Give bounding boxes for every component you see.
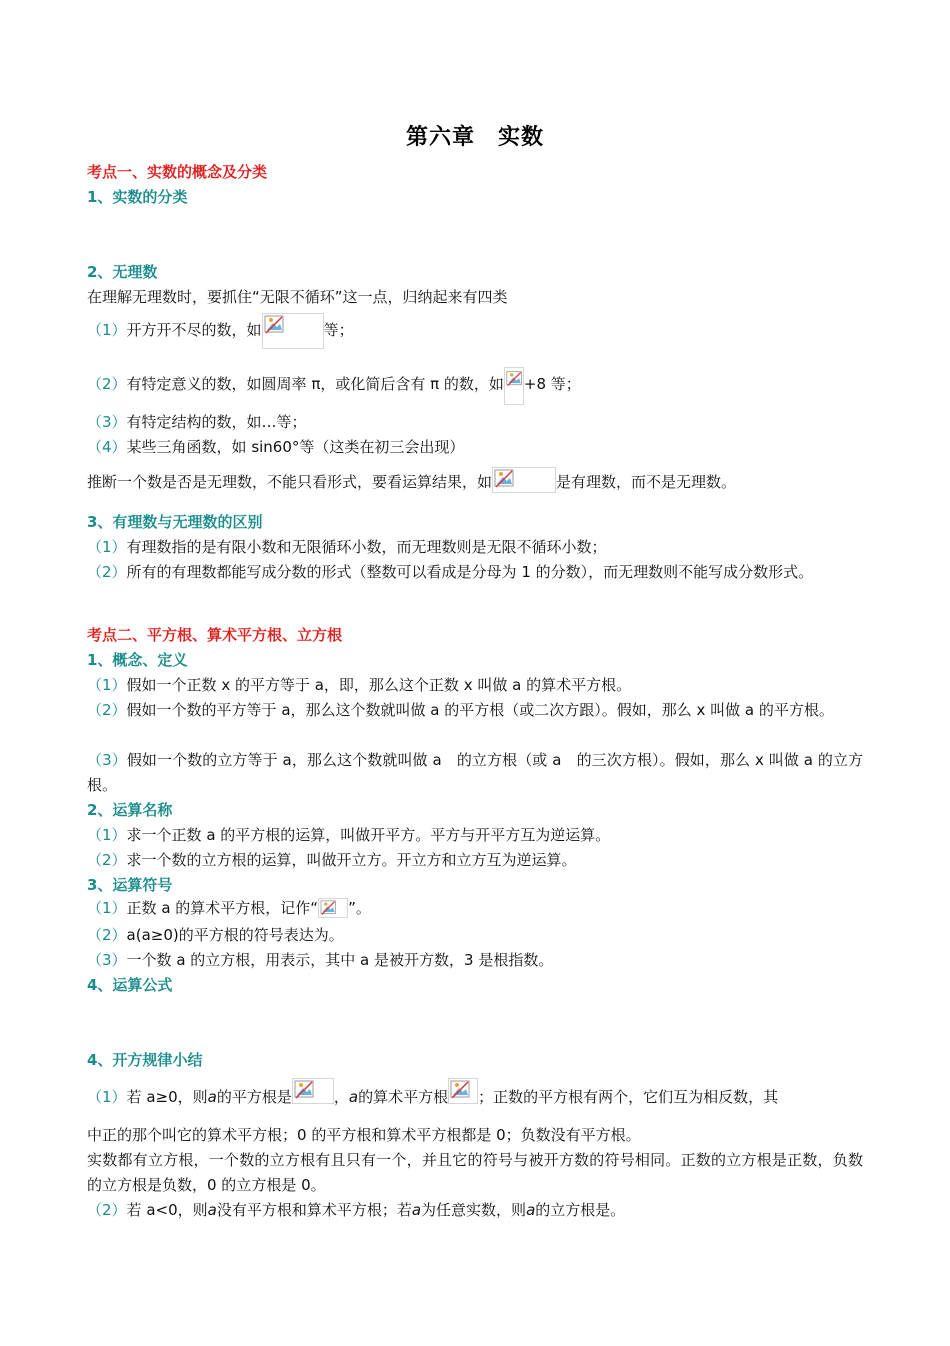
cube-root-rule: 实数都有立方根，一个数的立方根有且只有一个，并且它的符号与被开方数的符号相同。正数的立方根是正数，负数的立方根是负数，0 的立方根是 0。: [87, 1151, 863, 1194]
item-number: （2）: [87, 701, 127, 719]
broken-image-icon: [448, 1078, 478, 1104]
subheading-irrational: 2、无理数: [87, 263, 158, 281]
rule-text: 没有平方根和算术平方根；若: [216, 1201, 412, 1219]
rule-text: 的立方根是。: [535, 1201, 626, 1219]
item-number: （1）: [87, 538, 127, 556]
operation-2: [87, 848, 577, 873]
broken-image-icon: [504, 367, 524, 405]
item-text: 有特定意义的数，如圆周率 π，或化简后含有 π 的数，如: [126, 375, 504, 393]
variable-a: a: [348, 1088, 359, 1106]
subheading-rules-summary: 4、开方规律小结: [87, 1051, 203, 1069]
item-text-end: +8 等；: [523, 375, 581, 393]
judge-text-end: 是有理数，而不是无理数。: [556, 473, 737, 491]
item-number: （1）: [87, 1088, 127, 1106]
chapter-title: 第六章 实数: [405, 124, 544, 150]
definition-2: [87, 698, 863, 723]
subheading-classification: 1、实数的分类: [87, 188, 188, 206]
item-text: 假如一个数的立方等于 a，那么这个数就叫做 a 的立方根（或 a 的三次方根）。假如，那么 x 叫做 a 的立方根。: [87, 751, 863, 794]
item-text: 正数 a 的算术平方根，记作“: [126, 899, 319, 917]
item-number: （3）: [87, 951, 127, 969]
judge-text: 推断一个数是否是无理数，不能只看形式，要看运算结果，如: [87, 473, 493, 491]
rule-text: 的平方根是: [216, 1088, 292, 1106]
irrational-item-1: [87, 313, 354, 349]
rule-text: 若 a≥0，则: [126, 1088, 208, 1106]
subheading-operation-symbols: 3、运算符号: [87, 876, 173, 894]
item-number: （3）: [87, 413, 127, 431]
broken-image-icon: [262, 313, 324, 349]
item-number: （2）: [87, 926, 127, 944]
variable-a: a: [526, 1201, 536, 1219]
variable-a: a: [207, 1201, 217, 1219]
rule-text: 的算术平方根: [358, 1088, 449, 1106]
rule-text: ；正数的平方根有两个，它们互为相反数，其: [478, 1088, 779, 1106]
item-text: 有理数指的是有限小数和无限循环小数，而无理数则是无限不循环小数；: [126, 538, 607, 556]
section-heading-1: 考点一、实数的概念及分类: [87, 163, 268, 181]
item-number: （1）: [87, 899, 127, 917]
item-number: （2）: [87, 1201, 127, 1219]
symbol-2: [87, 923, 344, 948]
rule-2: [87, 1198, 625, 1223]
broken-image-icon: [318, 898, 348, 918]
broken-image-icon: [492, 467, 556, 493]
subheading-definitions: 1、概念、定义: [87, 651, 188, 669]
symbol-3: [87, 948, 553, 973]
definition-1: [87, 673, 631, 698]
variable-a: a: [411, 1201, 422, 1219]
rule-text: 为任意实数，则: [421, 1201, 527, 1219]
item-text: 开方开不尽的数，如: [126, 321, 262, 339]
item-text-end: ”。: [348, 899, 371, 917]
broken-image-icon: [292, 1078, 334, 1104]
item-text: 所有的有理数都能写成分数的形式（整数可以看成是分母为 1 的分数），而无理数则不能写成分数形式。: [126, 563, 814, 581]
variable-a: a: [207, 1088, 217, 1106]
rule-text: 若 a<0，则: [126, 1201, 208, 1219]
difference-1: [87, 535, 607, 560]
subheading-formulas: 4、运算公式: [87, 976, 173, 994]
operation-1: [87, 823, 610, 848]
irrational-item-3: [87, 410, 307, 435]
subheading-difference: 3、有理数与无理数的区别: [87, 513, 263, 531]
item-text: 某些三角函数，如 sin60°等（这类在初三会出现）: [126, 438, 465, 456]
definition-3: [87, 748, 863, 798]
judge-note: [87, 467, 736, 495]
difference-2: [87, 560, 863, 585]
item-number: （3）: [87, 751, 127, 769]
item-number: （1）: [87, 826, 127, 844]
rule-text: ，: [333, 1088, 349, 1106]
item-text: 一个数 a 的立方根，用表示，其中 a 是被开方数，3 是根指数。: [126, 951, 554, 969]
item-text: 假如一个正数 x 的平方等于 a，即，那么这个正数 x 叫做 a 的算术平方根。: [126, 676, 632, 694]
irrational-item-2: [87, 367, 581, 405]
item-number: （2）: [87, 563, 127, 581]
rule-1-continued: 中正的那个叫它的算术平方根；0 的平方根和算术平方根都是 0；负数没有平方根。: [87, 1126, 641, 1144]
item-text: 求一个正数 a 的平方根的运算，叫做开平方。平方与开平方互为逆运算。: [126, 826, 611, 844]
irrational-intro: 在理解无理数时，要抓住“无限不循环”这一点，归纳起来有四类: [87, 288, 508, 306]
item-text-end: 等；: [323, 321, 354, 339]
item-number: （1）: [87, 676, 127, 694]
irrational-item-4: [87, 435, 464, 460]
rule-1: [87, 1078, 778, 1110]
item-text: 求一个数的立方根的运算，叫做开立方。开立方和立方互为逆运算。: [126, 851, 577, 869]
item-text: 假如一个数的平方等于 a，那么这个数就叫做 a 的平方根（或二次方跟）。假如，那么 x 叫做 a 的平方根。: [126, 701, 834, 719]
section-heading-2: 考点二、平方根、算术平方根、立方根: [87, 626, 343, 644]
item-number: （2）: [87, 851, 127, 869]
symbol-1: [87, 896, 371, 921]
subheading-operation-names: 2、运算名称: [87, 801, 173, 819]
item-text: a(a≥0)的平方根的符号表达为。: [126, 926, 344, 944]
item-number: （2）: [87, 375, 127, 393]
item-text: 有特定结构的数，如…等；: [126, 413, 307, 431]
item-number: （4）: [87, 438, 127, 456]
item-number: （1）: [87, 321, 127, 339]
